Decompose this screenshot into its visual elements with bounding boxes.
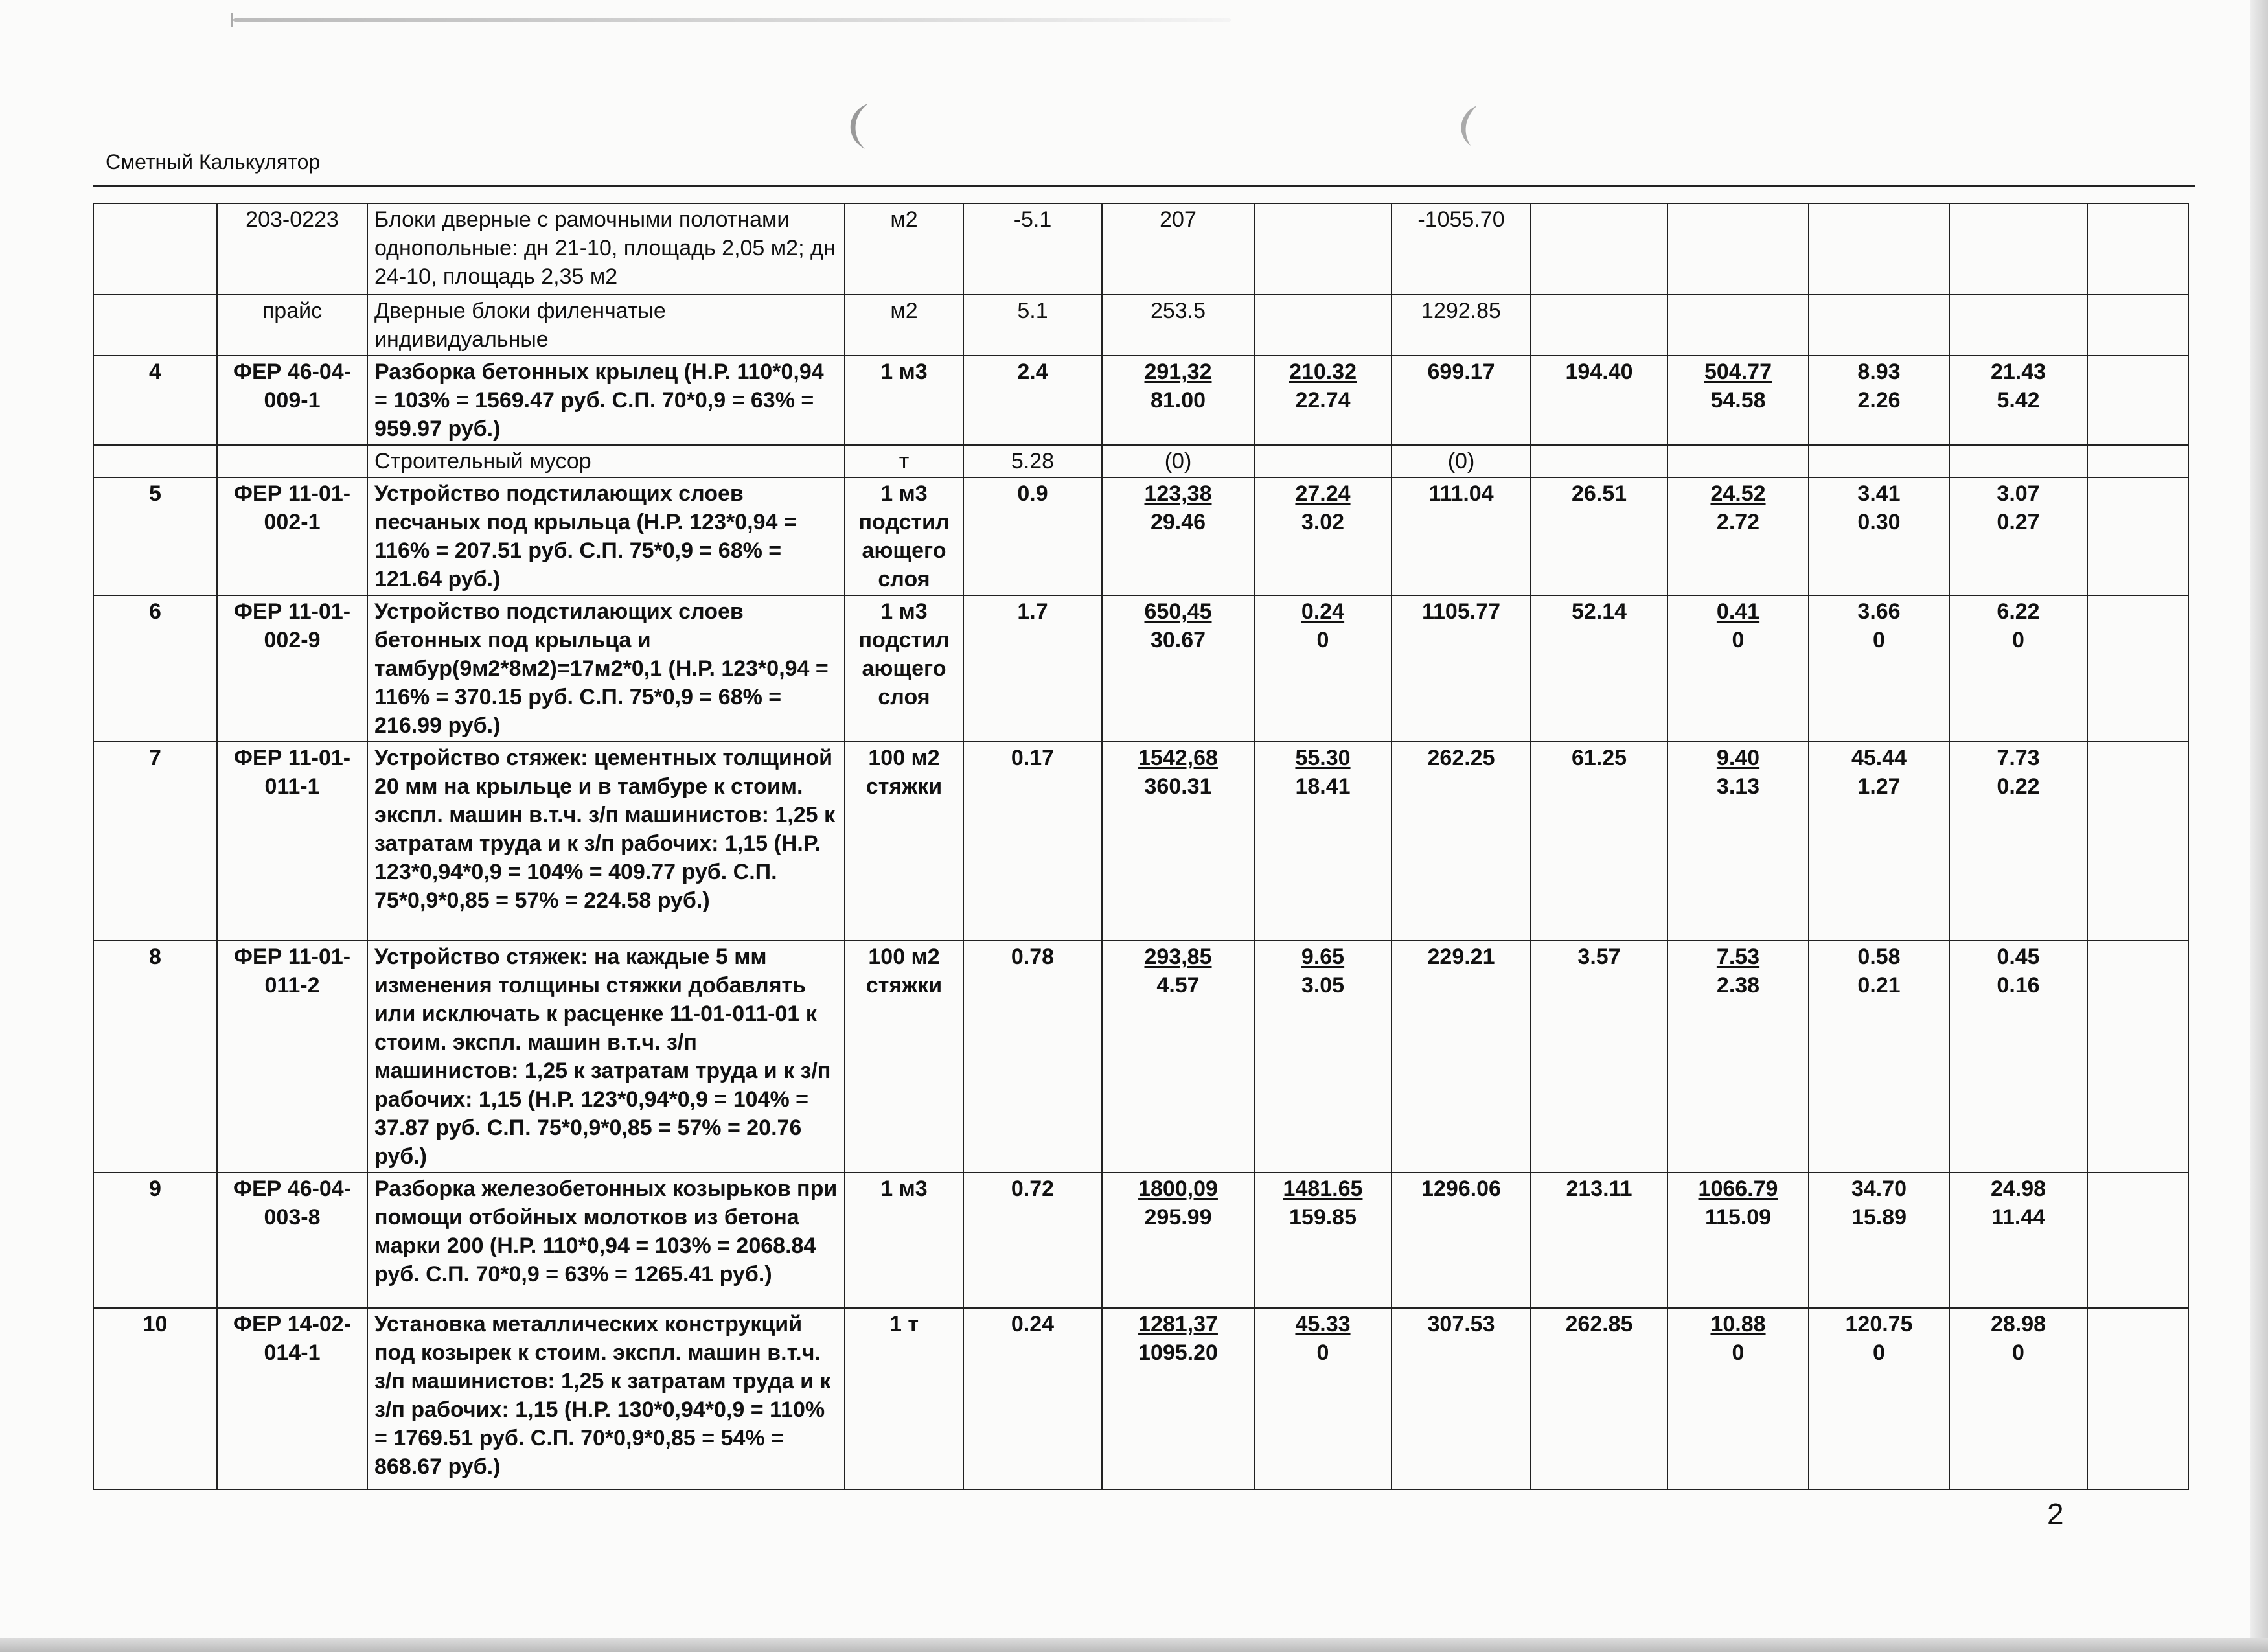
- unit-price: [1102, 941, 1254, 1173]
- unit-price-machines: [1254, 742, 1392, 941]
- labor-costs-wages: 0: [1873, 628, 1885, 652]
- quantity: -5.1: [963, 203, 1102, 295]
- row-number: 8: [93, 941, 217, 1173]
- total-machines-total: 1066.79: [1698, 1176, 1778, 1201]
- unit-price: [1102, 477, 1254, 595]
- unit-price-total: (0): [1164, 449, 1192, 474]
- unit-price-machines-total: 27.24: [1295, 481, 1351, 506]
- total-wages: 52.14: [1531, 595, 1667, 742]
- punch-hole-icon: [836, 100, 875, 152]
- total-machines-total: 504.77: [1704, 360, 1772, 384]
- unit-price-machines-total: 0.24: [1301, 599, 1345, 624]
- labor-total-total: 0.45: [1997, 945, 2040, 969]
- quantity: 0.24: [963, 1308, 1102, 1489]
- rate-code: ФЕР 14-02-014-1: [217, 1308, 367, 1489]
- work-description: Установка металлических конструкций под козырек к стоим. экспл. машин в.т.ч. з/п машинистов: 1,25 к затратам труда и к з/п рабочих: 1,15 (Н.Р. 130*0,94*0,9 = 110% = 1769.51 руб. С.П. 70*0,9*0,85 = 54% = 868.67 руб.): [367, 1308, 845, 1489]
- punch-hole-icon: [1445, 100, 1483, 152]
- labor-total: [1949, 445, 2087, 477]
- total-wages: 26.51: [1531, 477, 1667, 595]
- unit-price-machines-total: 9.65: [1301, 945, 1345, 969]
- total-machines-wages: 54.58: [1710, 388, 1766, 413]
- unit-price-machines-wages: 0: [1316, 1340, 1329, 1365]
- rate-code: ФЕР 11-01-011-2: [217, 941, 367, 1173]
- unit-price-machines: [1254, 295, 1392, 356]
- unit-price-wages: 30.67: [1150, 628, 1206, 652]
- unit-price-total: 291,32: [1144, 360, 1212, 384]
- table-row: [93, 595, 2188, 742]
- row-number: 6: [93, 595, 217, 742]
- unit-price-total: 207: [1160, 207, 1197, 232]
- empty-cell: [2087, 1173, 2188, 1308]
- quantity: 0.78: [963, 941, 1102, 1173]
- total-machines: [1667, 595, 1809, 742]
- unit-of-measure: м2: [845, 295, 963, 356]
- scan-edge: [0, 1638, 2268, 1652]
- labor-total: [1949, 477, 2087, 595]
- empty-cell: [2087, 742, 2188, 941]
- unit-price-machines-total: 210.32: [1289, 360, 1357, 384]
- estimate-table: [93, 203, 2189, 1490]
- total-cost: 1105.77: [1392, 595, 1531, 742]
- total-cost: 1296.06: [1392, 1173, 1531, 1308]
- empty-cell: [2087, 445, 2188, 477]
- rate-code: ФЕР 46-04-009-1: [217, 356, 367, 445]
- unit-of-measure: 1 м3 подстил ающего слоя: [845, 595, 963, 742]
- total-machines-wages: 0: [1732, 1340, 1745, 1365]
- total-cost: 1292.85: [1392, 295, 1531, 356]
- labor-total: [1949, 356, 2087, 445]
- labor-total: [1949, 941, 2087, 1173]
- unit-price-machines-wages: 0: [1316, 628, 1329, 652]
- labor-costs-wages: 0.21: [1857, 973, 1901, 998]
- total-machines: [1667, 1308, 1809, 1489]
- unit-price-machines: [1254, 445, 1392, 477]
- total-wages: 3.57: [1531, 941, 1667, 1173]
- total-wages: [1531, 203, 1667, 295]
- labor-total: [1949, 742, 2087, 941]
- labor-costs: [1809, 477, 1949, 595]
- empty-cell: [2087, 941, 2188, 1173]
- unit-price-wages: 1095.20: [1138, 1340, 1218, 1365]
- labor-costs: [1809, 356, 1949, 445]
- total-machines-wages: 0: [1732, 628, 1745, 652]
- header-divider: [93, 185, 2195, 187]
- quantity: 5.1: [963, 295, 1102, 356]
- total-wages: [1531, 445, 1667, 477]
- scan-edge: [2250, 0, 2268, 1652]
- row-number: 10: [93, 1308, 217, 1489]
- total-machines-total: 9.40: [1716, 746, 1760, 770]
- unit-price: [1102, 1308, 1254, 1489]
- table-row: [93, 445, 2188, 477]
- total-wages: 194.40: [1531, 356, 1667, 445]
- total-cost: -1055.70: [1392, 203, 1531, 295]
- labor-costs-total: 8.93: [1857, 360, 1901, 384]
- labor-costs-total: 0.58: [1857, 945, 1901, 969]
- labor-total: [1949, 1173, 2087, 1308]
- labor-costs-wages: 0: [1873, 1340, 1885, 1365]
- labor-total-total: 6.22: [1997, 599, 2040, 624]
- total-wages: [1531, 295, 1667, 356]
- row-number: [93, 295, 217, 356]
- total-cost: 111.04: [1392, 477, 1531, 595]
- rate-code: прайс: [217, 295, 367, 356]
- row-number: 4: [93, 356, 217, 445]
- empty-cell: [2087, 595, 2188, 742]
- unit-price-total: 1281,37: [1138, 1312, 1218, 1337]
- total-machines: [1667, 742, 1809, 941]
- labor-costs: [1809, 445, 1949, 477]
- labor-costs: [1809, 1308, 1949, 1489]
- table-row: [93, 1308, 2188, 1489]
- table-row: [93, 941, 2188, 1173]
- labor-costs-total: 3.66: [1857, 599, 1901, 624]
- total-wages: 61.25: [1531, 742, 1667, 941]
- table-row: [93, 1173, 2188, 1308]
- total-machines: [1667, 445, 1809, 477]
- total-machines-total: 0.41: [1716, 599, 1760, 624]
- total-machines-total: 7.53: [1716, 945, 1760, 969]
- labor-total-total: 24.98: [1990, 1176, 2046, 1201]
- unit-price-wages: 29.46: [1150, 510, 1206, 534]
- unit-price-machines: [1254, 941, 1392, 1173]
- labor-total: [1949, 295, 2087, 356]
- unit-price-machines: [1254, 595, 1392, 742]
- row-number: 7: [93, 742, 217, 941]
- labor-costs: [1809, 203, 1949, 295]
- quantity: 0.9: [963, 477, 1102, 595]
- rate-code: [217, 445, 367, 477]
- unit-of-measure: 1 м3: [845, 1173, 963, 1308]
- total-wages: 262.85: [1531, 1308, 1667, 1489]
- labor-total: [1949, 1308, 2087, 1489]
- total-cost: 229.21: [1392, 941, 1531, 1173]
- work-description: Разборка железобетонных козырьков при помощи отбойных молотков из бетона марки 200 (Н.Р. 110*0,94 = 103% = 2068.84 руб. С.П. 70*0,9 = 63% = 1265.41 руб.): [367, 1173, 845, 1308]
- total-machines: [1667, 356, 1809, 445]
- unit-price-wages: 81.00: [1150, 388, 1206, 413]
- total-machines: [1667, 295, 1809, 356]
- rate-code: 203-0223: [217, 203, 367, 295]
- unit-of-measure: т: [845, 445, 963, 477]
- labor-total-wages: 11.44: [1991, 1205, 2046, 1230]
- total-machines: [1667, 1173, 1809, 1308]
- empty-cell: [2087, 203, 2188, 295]
- work-description: Дверные блоки филенчатые индивидуальные: [367, 295, 845, 356]
- row-number: [93, 203, 217, 295]
- labor-costs-total: 120.75: [1845, 1312, 1913, 1337]
- quantity: 0.72: [963, 1173, 1102, 1308]
- unit-price-total: 253.5: [1150, 299, 1206, 323]
- unit-price-machines-total: 1481.65: [1283, 1176, 1363, 1201]
- rate-code: ФЕР 11-01-002-1: [217, 477, 367, 595]
- total-machines-wages: 2.38: [1716, 973, 1760, 998]
- unit-price: [1102, 445, 1254, 477]
- total-wages: 213.11: [1531, 1173, 1667, 1308]
- quantity: 5.28: [963, 445, 1102, 477]
- unit-price-total: 1542,68: [1138, 746, 1218, 770]
- unit-price-wages: 4.57: [1156, 973, 1200, 998]
- unit-of-measure: 1 м3 подстил ающего слоя: [845, 477, 963, 595]
- scan-top-line: [233, 18, 1231, 22]
- work-description: Строительный мусор: [367, 445, 845, 477]
- total-machines-wages: 3.13: [1716, 774, 1760, 799]
- document-header-title: Сметный Калькулятор: [106, 150, 321, 174]
- labor-total: [1949, 595, 2087, 742]
- table-row: [93, 477, 2188, 595]
- labor-total-wages: 0.16: [1997, 973, 2040, 998]
- labor-costs-total: 3.41: [1857, 481, 1901, 506]
- rate-code: ФЕР 11-01-002-9: [217, 595, 367, 742]
- labor-costs: [1809, 941, 1949, 1173]
- unit-price-machines-total: 45.33: [1295, 1312, 1351, 1337]
- unit-price: [1102, 295, 1254, 356]
- labor-total-total: 28.98: [1990, 1312, 2046, 1337]
- unit-price-machines-wages: 18.41: [1295, 774, 1351, 799]
- work-description: Устройство подстилающих слоев песчаных под крыльца (Н.Р. 123*0,94 = 116% = 207.51 руб. С.П. 75*0,9 = 68% = 121.64 руб.): [367, 477, 845, 595]
- unit-price-machines: [1254, 356, 1392, 445]
- table-row: [93, 203, 2188, 295]
- unit-price-total: 650,45: [1144, 599, 1212, 624]
- rate-code: ФЕР 11-01-011-1: [217, 742, 367, 941]
- unit-price-machines-total: 55.30: [1295, 746, 1351, 770]
- row-number: 9: [93, 1173, 217, 1308]
- total-cost: 262.25: [1392, 742, 1531, 941]
- total-machines-total: 24.52: [1710, 481, 1766, 506]
- work-description: Устройство стяжек: цементных толщиной 20 мм на крыльце и в тамбуре к стоим. экспл. машин в.т.ч. з/п машинистов: 1,25 к затратам труда и к з/п рабочих: 1,15 (Н.Р. 123*0,94*0,9 = 104% = 409.77 руб. С.П. 75*0,9*0,85 = 57% = 224.58 руб.): [367, 742, 845, 941]
- labor-costs: [1809, 742, 1949, 941]
- labor-costs-wages: 2.26: [1857, 388, 1901, 413]
- unit-price-wages: 295.99: [1144, 1205, 1212, 1230]
- table-row: [93, 742, 2188, 941]
- row-number: [93, 445, 217, 477]
- labor-total-wages: 5.42: [1997, 388, 2040, 413]
- unit-price-total: 293,85: [1144, 945, 1212, 969]
- total-machines-total: 10.88: [1710, 1312, 1766, 1337]
- unit-price: [1102, 203, 1254, 295]
- labor-total-wages: 0.22: [1997, 774, 2040, 799]
- table-row: [93, 295, 2188, 356]
- quantity: 0.17: [963, 742, 1102, 941]
- labor-total-total: 3.07: [1997, 481, 2040, 506]
- unit-of-measure: 100 м2 стяжки: [845, 941, 963, 1173]
- work-description: Блоки дверные с рамочными полотнами однопольные: дн 21-10, площадь 2,05 м2; дн 24-10, площадь 2,35 м2: [367, 203, 845, 295]
- unit-price-machines-wages: 3.05: [1301, 973, 1345, 998]
- labor-total-wages: 0.27: [1997, 510, 2040, 534]
- scan-tick-mark: [231, 13, 233, 27]
- labor-total-wages: 0: [2012, 628, 2024, 652]
- labor-costs-wages: 0.30: [1857, 510, 1901, 534]
- empty-cell: [2087, 356, 2188, 445]
- labor-costs-total: 45.44: [1851, 746, 1907, 770]
- total-cost: 699.17: [1392, 356, 1531, 445]
- quantity: 1.7: [963, 595, 1102, 742]
- unit-price-wages: 360.31: [1144, 774, 1212, 799]
- labor-costs-wages: 1.27: [1857, 774, 1901, 799]
- total-cost: 307.53: [1392, 1308, 1531, 1489]
- labor-costs: [1809, 295, 1949, 356]
- total-cost: (0): [1392, 445, 1531, 477]
- total-machines-wages: 115.09: [1704, 1205, 1772, 1230]
- total-machines: [1667, 477, 1809, 595]
- unit-price-machines: [1254, 1308, 1392, 1489]
- unit-price-machines-wages: 159.85: [1289, 1205, 1357, 1230]
- unit-price-total: 1800,09: [1138, 1176, 1218, 1201]
- labor-costs: [1809, 595, 1949, 742]
- total-machines-wages: 2.72: [1716, 510, 1760, 534]
- page-number: 2: [2047, 1497, 2064, 1531]
- work-description: Устройство стяжек: на каждые 5 мм изменения толщины стяжки добавлять или исключать к расценке 11-01-011-01 к стоим. экспл. машин в.т.ч. з/п машинистов: 1,25 к затратам труда и к з/п рабочих: 1,15 (Н.Р. 123*0,94*0,9 = 104% = 37.87 руб. С.П. 75*0,9*0,85 = 57% = 20.76 руб.): [367, 941, 845, 1173]
- unit-of-measure: 1 т: [845, 1308, 963, 1489]
- unit-price-machines: [1254, 203, 1392, 295]
- unit-price-machines-wages: 22.74: [1295, 388, 1351, 413]
- labor-total-total: 7.73: [1997, 746, 2040, 770]
- total-machines: [1667, 203, 1809, 295]
- empty-cell: [2087, 1308, 2188, 1489]
- labor-costs-total: 34.70: [1851, 1176, 1907, 1201]
- unit-price-total: 123,38: [1144, 481, 1212, 506]
- unit-price-machines-wages: 3.02: [1301, 510, 1345, 534]
- total-machines: [1667, 941, 1809, 1173]
- unit-of-measure: 1 м3: [845, 356, 963, 445]
- unit-price-machines: [1254, 1173, 1392, 1308]
- unit-of-measure: м2: [845, 203, 963, 295]
- quantity: 2.4: [963, 356, 1102, 445]
- unit-price: [1102, 356, 1254, 445]
- unit-of-measure: 100 м2 стяжки: [845, 742, 963, 941]
- unit-price-machines: [1254, 477, 1392, 595]
- unit-price: [1102, 1173, 1254, 1308]
- unit-price: [1102, 742, 1254, 941]
- unit-price: [1102, 595, 1254, 742]
- labor-costs: [1809, 1173, 1949, 1308]
- labor-total: [1949, 203, 2087, 295]
- table-row: [93, 356, 2188, 445]
- labor-total-wages: 0: [2012, 1340, 2024, 1365]
- labor-costs-wages: 15.89: [1851, 1205, 1907, 1230]
- rate-code: ФЕР 46-04-003-8: [217, 1173, 367, 1308]
- row-number: 5: [93, 477, 217, 595]
- work-description: Устройство подстилающих слоев бетонных под крыльца и тамбур(9м2*8м2)=17м2*0,1 (Н.Р. 123*0,94 = 116% = 370.15 руб. С.П. 75*0,9 = 68% = 216.99 руб.): [367, 595, 845, 742]
- work-description: Разборка бетонных крылец (Н.Р. 110*0,94 = 103% = 1569.47 руб. С.П. 70*0,9 = 63% = 959.97 руб.): [367, 356, 845, 445]
- empty-cell: [2087, 295, 2188, 356]
- empty-cell: [2087, 477, 2188, 595]
- labor-total-total: 21.43: [1990, 360, 2046, 384]
